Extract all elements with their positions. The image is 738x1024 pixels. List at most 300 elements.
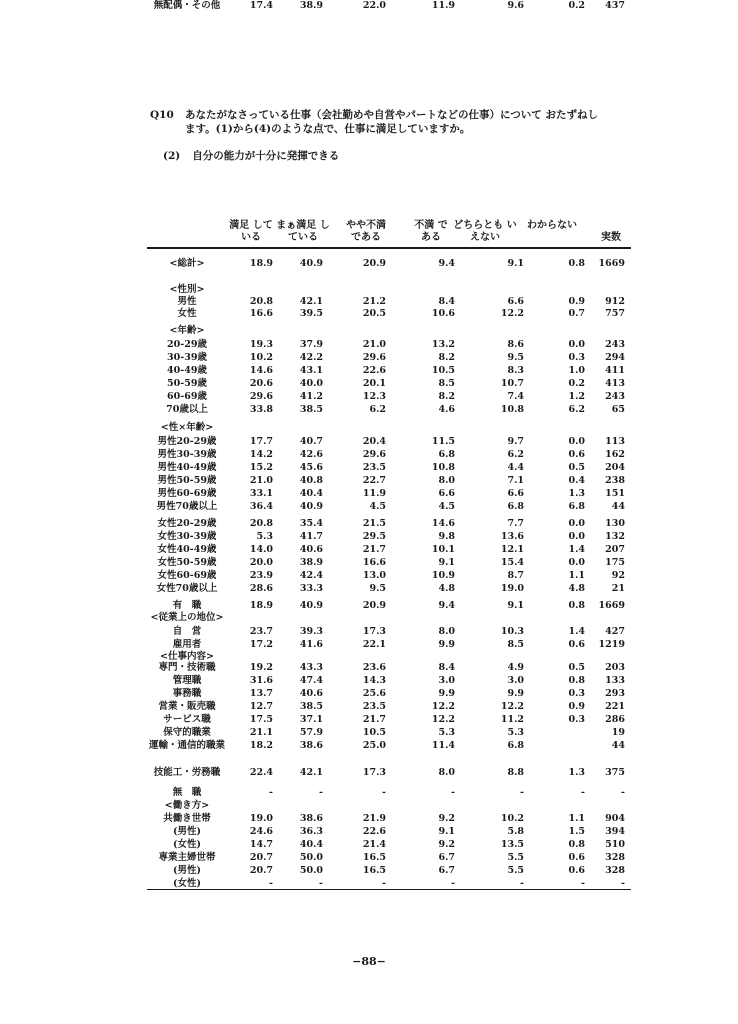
cell-value: 40.9 bbox=[299, 258, 323, 269]
bottom-rule bbox=[147, 889, 631, 890]
cell-value: 8.4 bbox=[438, 296, 455, 307]
row-label: 50-59歳 bbox=[167, 378, 207, 389]
cell-value: 0.3 bbox=[568, 688, 585, 699]
row-label: 70歳以上 bbox=[166, 404, 208, 415]
row-label: 40-49歳 bbox=[167, 365, 207, 376]
cell-value: 8.6 bbox=[507, 339, 524, 350]
cell-value: 40.4 bbox=[299, 839, 323, 850]
cell-value: 8.5 bbox=[507, 639, 524, 650]
cell-value: 8.0 bbox=[438, 767, 455, 778]
row-label: 保守的職業 bbox=[163, 727, 211, 738]
row-label: 女性50-59歳 bbox=[157, 557, 217, 568]
header-rule bbox=[147, 247, 631, 249]
cell-value: 375 bbox=[605, 767, 625, 778]
cell-value: 10.7 bbox=[500, 378, 524, 389]
cell-value: 14.7 bbox=[249, 839, 273, 850]
cell-value: 9.9 bbox=[438, 639, 455, 650]
cell-value: 0.8 bbox=[568, 600, 585, 611]
cell-value: 7.4 bbox=[507, 391, 524, 402]
row-label: 管理職 bbox=[172, 675, 202, 686]
cell-value: 9.2 bbox=[438, 813, 455, 824]
cell-value: 4.5 bbox=[369, 501, 386, 512]
cell-value: 6.2 bbox=[507, 449, 524, 460]
cell-value: 40.9 bbox=[299, 600, 323, 611]
cell-value: 21.4 bbox=[362, 839, 386, 850]
cell-value: 38.6 bbox=[299, 740, 323, 751]
cell-value: 28.6 bbox=[249, 583, 273, 594]
cell-value: 41.2 bbox=[299, 391, 323, 402]
cell-value: 20.8 bbox=[249, 518, 273, 529]
cell-value: 1.4 bbox=[568, 544, 585, 555]
row-label: <性×年齢> bbox=[160, 422, 214, 433]
row-label: 60-69歳 bbox=[167, 391, 207, 402]
cell-value: 6.6 bbox=[507, 488, 524, 499]
row-label: 女性 bbox=[177, 308, 197, 319]
row-label: <性別> bbox=[169, 284, 205, 295]
cell-value: 29.6 bbox=[249, 391, 273, 402]
row-label: 男性 bbox=[177, 296, 197, 307]
cell-value: 0.6 bbox=[568, 852, 585, 863]
table-row bbox=[147, 325, 631, 336]
cell-value: 20.7 bbox=[249, 852, 273, 863]
cell-value: 18.9 bbox=[249, 258, 273, 269]
cell-value: 9.4 bbox=[438, 600, 455, 611]
cell-value: 20.0 bbox=[249, 557, 273, 568]
row-label: 男性50-59歳 bbox=[157, 475, 217, 486]
cell-value: 14.2 bbox=[249, 449, 273, 460]
cell-value: 1.3 bbox=[568, 488, 585, 499]
cell-value: 25.0 bbox=[362, 740, 386, 751]
cell-value: 18.2 bbox=[249, 740, 273, 751]
cell-value: 15.2 bbox=[249, 462, 273, 473]
cell-value: 132 bbox=[605, 531, 625, 542]
row-label: 共働き世帯 bbox=[163, 813, 211, 824]
cell-value: 37.9 bbox=[299, 339, 323, 350]
row-label: 30-39歳 bbox=[167, 352, 207, 363]
cell-value: 14.6 bbox=[431, 518, 455, 529]
cell-value: 8.4 bbox=[438, 662, 455, 673]
cell-value: 22.7 bbox=[362, 475, 386, 486]
table-row bbox=[147, 462, 631, 473]
table-row bbox=[147, 422, 631, 433]
table-row bbox=[147, 651, 631, 662]
cell-value: 12.7 bbox=[249, 701, 273, 712]
row-label: 有 職 bbox=[172, 600, 202, 611]
cell-value: 23.9 bbox=[249, 570, 273, 581]
cell-value: - bbox=[269, 878, 273, 889]
cell-value: 22.6 bbox=[362, 365, 386, 376]
cell-value: 1219 bbox=[598, 639, 625, 650]
table-row bbox=[147, 800, 631, 811]
cell-value: 0.4 bbox=[568, 475, 585, 486]
question-number: Q10 bbox=[150, 109, 174, 121]
cell-value: 204 bbox=[605, 462, 625, 473]
cell-value: 151 bbox=[605, 488, 625, 499]
row-label: 男性20-29歳 bbox=[157, 436, 217, 447]
column-header-satisfied: 満足 している bbox=[229, 220, 273, 243]
cell-value: 8.8 bbox=[507, 767, 524, 778]
cell-value: 41.7 bbox=[299, 531, 323, 542]
cell-value: 394 bbox=[605, 826, 625, 837]
cell-value: 40.7 bbox=[299, 436, 323, 447]
cell-value: 510 bbox=[605, 839, 625, 850]
row-label: 女性70歳以上 bbox=[156, 583, 218, 594]
cell-value: 207 bbox=[605, 544, 625, 555]
cell-value: 286 bbox=[605, 714, 625, 725]
cell-value: 36.4 bbox=[249, 501, 273, 512]
row-label: (男性) bbox=[173, 826, 201, 837]
cell-value: 29.5 bbox=[362, 531, 386, 542]
cell-value: 38.9 bbox=[299, 0, 323, 11]
cell-value: 1.0 bbox=[568, 365, 585, 376]
cell-value: 10.2 bbox=[249, 352, 273, 363]
table-row bbox=[147, 544, 631, 555]
cell-value: 4.9 bbox=[507, 662, 524, 673]
cell-value: 293 bbox=[605, 688, 625, 699]
cell-value: 12.2 bbox=[431, 714, 455, 725]
cell-value: 6.7 bbox=[438, 852, 455, 863]
cell-value: 8.2 bbox=[438, 352, 455, 363]
cell-value: 7.1 bbox=[507, 475, 524, 486]
cell-value: 1.2 bbox=[568, 391, 585, 402]
sub-question-number: (2) bbox=[163, 150, 181, 162]
cell-value: 6.8 bbox=[438, 449, 455, 460]
cell-value: 1.3 bbox=[568, 767, 585, 778]
cell-value: 5.5 bbox=[507, 852, 524, 863]
table-row bbox=[147, 600, 631, 611]
row-label: 無 職 bbox=[172, 787, 202, 798]
cell-value: 9.7 bbox=[507, 436, 524, 447]
cell-value: 21.1 bbox=[249, 727, 273, 738]
cell-value: 9.1 bbox=[438, 826, 455, 837]
table-row bbox=[147, 767, 631, 778]
column-header-neither: どちらとも いえない bbox=[453, 220, 517, 243]
cell-value: 16.6 bbox=[362, 557, 386, 568]
table-row bbox=[147, 570, 631, 581]
cell-value: 130 bbox=[605, 518, 625, 529]
cell-value: 39.5 bbox=[299, 308, 323, 319]
cell-value: 16.5 bbox=[362, 865, 386, 876]
cell-value: 45.6 bbox=[299, 462, 323, 473]
table-row bbox=[147, 258, 631, 269]
table-row bbox=[147, 284, 631, 295]
cell-value: 4.8 bbox=[568, 583, 585, 594]
cell-value: 8.7 bbox=[507, 570, 524, 581]
cell-value: 10.6 bbox=[431, 308, 455, 319]
cell-value: 0.2 bbox=[568, 0, 585, 11]
cell-value: 20.7 bbox=[249, 865, 273, 876]
column-header-somewhat-dissatisfied: やや不満 である bbox=[346, 220, 386, 243]
cell-value: 5.3 bbox=[507, 727, 524, 738]
row-label: 技能工・労務職 bbox=[153, 767, 221, 778]
cell-value: 37.1 bbox=[299, 714, 323, 725]
table-row bbox=[147, 787, 631, 798]
cell-value: 21.9 bbox=[362, 813, 386, 824]
cell-value: 12.2 bbox=[431, 701, 455, 712]
cell-value: 294 bbox=[605, 352, 625, 363]
cell-value: 21 bbox=[611, 583, 625, 594]
cell-value: 42.2 bbox=[299, 352, 323, 363]
row-label: 雇用者 bbox=[172, 639, 202, 650]
cell-value: 39.3 bbox=[299, 626, 323, 637]
row-label: 男性70歳以上 bbox=[156, 501, 218, 512]
cell-value: 4.4 bbox=[507, 462, 524, 473]
cell-value: 40.9 bbox=[299, 501, 323, 512]
cell-value: 0.6 bbox=[568, 449, 585, 460]
cell-value: 20.4 bbox=[362, 436, 386, 447]
cell-value: 24.6 bbox=[249, 826, 273, 837]
table-row bbox=[147, 583, 631, 594]
cell-value: 10.8 bbox=[500, 404, 524, 415]
cell-value: 757 bbox=[605, 308, 625, 319]
table-row bbox=[147, 688, 631, 699]
table-row bbox=[147, 839, 631, 850]
cell-value: 22.0 bbox=[362, 0, 386, 11]
cell-value: 0.5 bbox=[568, 662, 585, 673]
cell-value: 14.0 bbox=[249, 544, 273, 555]
cell-value: 4.6 bbox=[438, 404, 455, 415]
cell-value: 40.4 bbox=[299, 488, 323, 499]
cell-value: 10.2 bbox=[500, 813, 524, 824]
cell-value: - bbox=[581, 787, 585, 798]
table-row bbox=[147, 626, 631, 637]
column-header-dont-know: わからない bbox=[527, 220, 577, 231]
cell-value: 10.5 bbox=[362, 727, 386, 738]
row-label: <総計> bbox=[169, 258, 205, 269]
cell-value: 25.6 bbox=[362, 688, 386, 699]
table-row bbox=[147, 813, 631, 824]
column-header-count: 実数 bbox=[601, 232, 621, 243]
cell-value: 23.6 bbox=[362, 662, 386, 673]
row-label: 運輸・通信的職業 bbox=[148, 740, 225, 751]
cell-value: 113 bbox=[605, 436, 625, 447]
cell-value: 3.0 bbox=[438, 675, 455, 686]
cell-value: 0.6 bbox=[568, 639, 585, 650]
cell-value: 20.6 bbox=[249, 378, 273, 389]
cell-value: 42.4 bbox=[299, 570, 323, 581]
cell-value: 0.9 bbox=[568, 296, 585, 307]
table-row bbox=[147, 727, 631, 738]
cell-value: 17.3 bbox=[362, 626, 386, 637]
row-label: 営業・販売職 bbox=[158, 701, 216, 712]
cell-value: 243 bbox=[605, 391, 625, 402]
cell-value: 0.0 bbox=[568, 518, 585, 529]
cell-value: 5.5 bbox=[507, 865, 524, 876]
cell-value: 904 bbox=[605, 813, 625, 824]
cell-value: 33.1 bbox=[249, 488, 273, 499]
cell-value: 20.5 bbox=[362, 308, 386, 319]
cell-value: 9.2 bbox=[438, 839, 455, 850]
table-row bbox=[147, 740, 631, 751]
cell-value: 1669 bbox=[598, 258, 625, 269]
cell-value: 11.4 bbox=[431, 740, 455, 751]
cell-value: 6.8 bbox=[507, 740, 524, 751]
cell-value: 4.5 bbox=[438, 501, 455, 512]
cell-value: 11.2 bbox=[500, 714, 524, 725]
cell-value: 1669 bbox=[598, 600, 625, 611]
cell-value: 10.3 bbox=[500, 626, 524, 637]
cell-value: 6.6 bbox=[507, 296, 524, 307]
cell-value: 14.6 bbox=[249, 365, 273, 376]
row-label: (男性) bbox=[173, 865, 201, 876]
cell-value: 21.0 bbox=[249, 475, 273, 486]
row-label: 女性40-49歳 bbox=[157, 544, 217, 555]
cell-value: 20.1 bbox=[362, 378, 386, 389]
cell-value: 0.8 bbox=[568, 839, 585, 850]
table-row bbox=[147, 378, 631, 389]
row-label: 女性30-39歳 bbox=[157, 531, 217, 542]
cell-value: - bbox=[581, 878, 585, 889]
row-label: 事務職 bbox=[172, 688, 202, 699]
cell-value: 14.3 bbox=[362, 675, 386, 686]
cell-value: 21.7 bbox=[362, 714, 386, 725]
cell-value: 6.2 bbox=[369, 404, 386, 415]
table-row bbox=[147, 675, 631, 686]
cell-value: 40.0 bbox=[299, 378, 323, 389]
cell-value: 22.6 bbox=[362, 826, 386, 837]
cell-value: 43.1 bbox=[299, 365, 323, 376]
cell-value: 413 bbox=[605, 378, 625, 389]
row-label: <仕事内容> bbox=[160, 651, 214, 662]
row-label: 無配偶・その他 bbox=[153, 0, 221, 11]
cell-value: 43.3 bbox=[299, 662, 323, 673]
cell-value: 162 bbox=[605, 449, 625, 460]
cell-value: 328 bbox=[605, 865, 625, 876]
cell-value: 44 bbox=[611, 740, 625, 751]
cell-value: 9.5 bbox=[507, 352, 524, 363]
cell-value: 243 bbox=[605, 339, 625, 350]
table-row bbox=[147, 557, 631, 568]
cell-value: 9.4 bbox=[438, 258, 455, 269]
table-row bbox=[147, 488, 631, 499]
cell-value: 8.5 bbox=[438, 378, 455, 389]
cell-value: 44 bbox=[611, 501, 625, 512]
cell-value: 42.6 bbox=[299, 449, 323, 460]
cell-value: 19.3 bbox=[249, 339, 273, 350]
cell-value: 0.9 bbox=[568, 701, 585, 712]
cell-value: 13.7 bbox=[249, 688, 273, 699]
cell-value: 6.8 bbox=[568, 501, 585, 512]
table-row bbox=[147, 352, 631, 363]
row-label: サービス職 bbox=[163, 714, 211, 725]
page-number: −88− bbox=[352, 955, 386, 968]
cell-value: 23.7 bbox=[249, 626, 273, 637]
cell-value: 13.2 bbox=[431, 339, 455, 350]
cell-value: 17.4 bbox=[249, 0, 273, 11]
cell-value: 5.3 bbox=[438, 727, 455, 738]
cell-value: - bbox=[319, 787, 323, 798]
cell-value: 13.6 bbox=[500, 531, 524, 542]
table-row bbox=[147, 0, 631, 11]
column-header-dissatisfied: 不満 である bbox=[414, 220, 448, 243]
cell-value: 47.4 bbox=[299, 675, 323, 686]
cell-value: 38.5 bbox=[299, 701, 323, 712]
cell-value: 0.7 bbox=[568, 308, 585, 319]
cell-value: 9.8 bbox=[438, 531, 455, 542]
row-label: <働き方> bbox=[164, 800, 210, 811]
cell-value: 6.6 bbox=[438, 488, 455, 499]
cell-value: - bbox=[520, 787, 524, 798]
cell-value: 38.9 bbox=[299, 557, 323, 568]
table-row bbox=[147, 501, 631, 512]
cell-value: 12.3 bbox=[362, 391, 386, 402]
cell-value: 6.8 bbox=[507, 501, 524, 512]
cell-value: 17.5 bbox=[249, 714, 273, 725]
cell-value: 33.3 bbox=[299, 583, 323, 594]
cell-value: 21.5 bbox=[362, 518, 386, 529]
table-row bbox=[147, 662, 631, 673]
cell-value: 175 bbox=[605, 557, 625, 568]
table-row bbox=[147, 296, 631, 307]
row-label: 20-29歳 bbox=[167, 339, 207, 350]
cell-value: 12.1 bbox=[500, 544, 524, 555]
cell-value: 19.2 bbox=[249, 662, 273, 673]
cell-value: - bbox=[451, 878, 455, 889]
cell-value: 20.8 bbox=[249, 296, 273, 307]
cell-value: 9.1 bbox=[507, 258, 524, 269]
row-label: (女性) bbox=[173, 839, 201, 850]
cell-value: 8.3 bbox=[507, 365, 524, 376]
cell-value: 19 bbox=[611, 727, 625, 738]
cell-value: 11.5 bbox=[431, 436, 455, 447]
row-label: 自 営 bbox=[172, 626, 202, 637]
cell-value: 8.0 bbox=[438, 626, 455, 637]
cell-value: 17.3 bbox=[362, 767, 386, 778]
cell-value: - bbox=[382, 787, 386, 798]
cell-value: 3.0 bbox=[507, 675, 524, 686]
cell-value: 22.1 bbox=[362, 639, 386, 650]
cell-value: 1.1 bbox=[568, 570, 585, 581]
cell-value: 10.5 bbox=[431, 365, 455, 376]
row-label: 男性60-69歳 bbox=[157, 488, 217, 499]
cell-value: 0.8 bbox=[568, 675, 585, 686]
cell-value: 50.0 bbox=[299, 852, 323, 863]
cell-value: 38.6 bbox=[299, 813, 323, 824]
table-row bbox=[147, 639, 631, 650]
cell-value: 16.5 bbox=[362, 852, 386, 863]
cell-value: - bbox=[520, 878, 524, 889]
cell-value: 9.1 bbox=[438, 557, 455, 568]
cell-value: 9.5 bbox=[369, 583, 386, 594]
row-label: (女性) bbox=[173, 878, 201, 889]
cell-value: 9.1 bbox=[507, 600, 524, 611]
cell-value: 13.0 bbox=[362, 570, 386, 581]
cell-value: 20.9 bbox=[362, 258, 386, 269]
cell-value: 21.0 bbox=[362, 339, 386, 350]
cell-value: 50.0 bbox=[299, 865, 323, 876]
cell-value: 40.6 bbox=[299, 688, 323, 699]
cell-value: 427 bbox=[605, 626, 625, 637]
table-row bbox=[147, 612, 631, 623]
row-label: 専業主婦世帯 bbox=[158, 852, 216, 863]
cell-value: 15.4 bbox=[500, 557, 524, 568]
cell-value: - bbox=[621, 878, 625, 889]
question-text: あなたがなさっている仕事（会社勤めや自営やパートなどの仕事）について おたずねします。(1)から(4)のような点で、仕事に満足していますか。 bbox=[185, 109, 598, 135]
table-row bbox=[147, 449, 631, 460]
cell-value: 0.3 bbox=[568, 714, 585, 725]
cell-value: 238 bbox=[605, 475, 625, 486]
cell-value: 29.6 bbox=[362, 449, 386, 460]
table-row bbox=[147, 404, 631, 415]
cell-value: - bbox=[621, 787, 625, 798]
column-header-somewhat-satisfied: まぁ満足 している bbox=[276, 220, 330, 243]
row-label: 女性60-69歳 bbox=[157, 570, 217, 581]
cell-value: 10.1 bbox=[431, 544, 455, 555]
cell-value: 22.4 bbox=[249, 767, 273, 778]
cell-value: 23.5 bbox=[362, 462, 386, 473]
cell-value: 40.8 bbox=[299, 475, 323, 486]
row-label: 女性20-29歳 bbox=[157, 518, 217, 529]
